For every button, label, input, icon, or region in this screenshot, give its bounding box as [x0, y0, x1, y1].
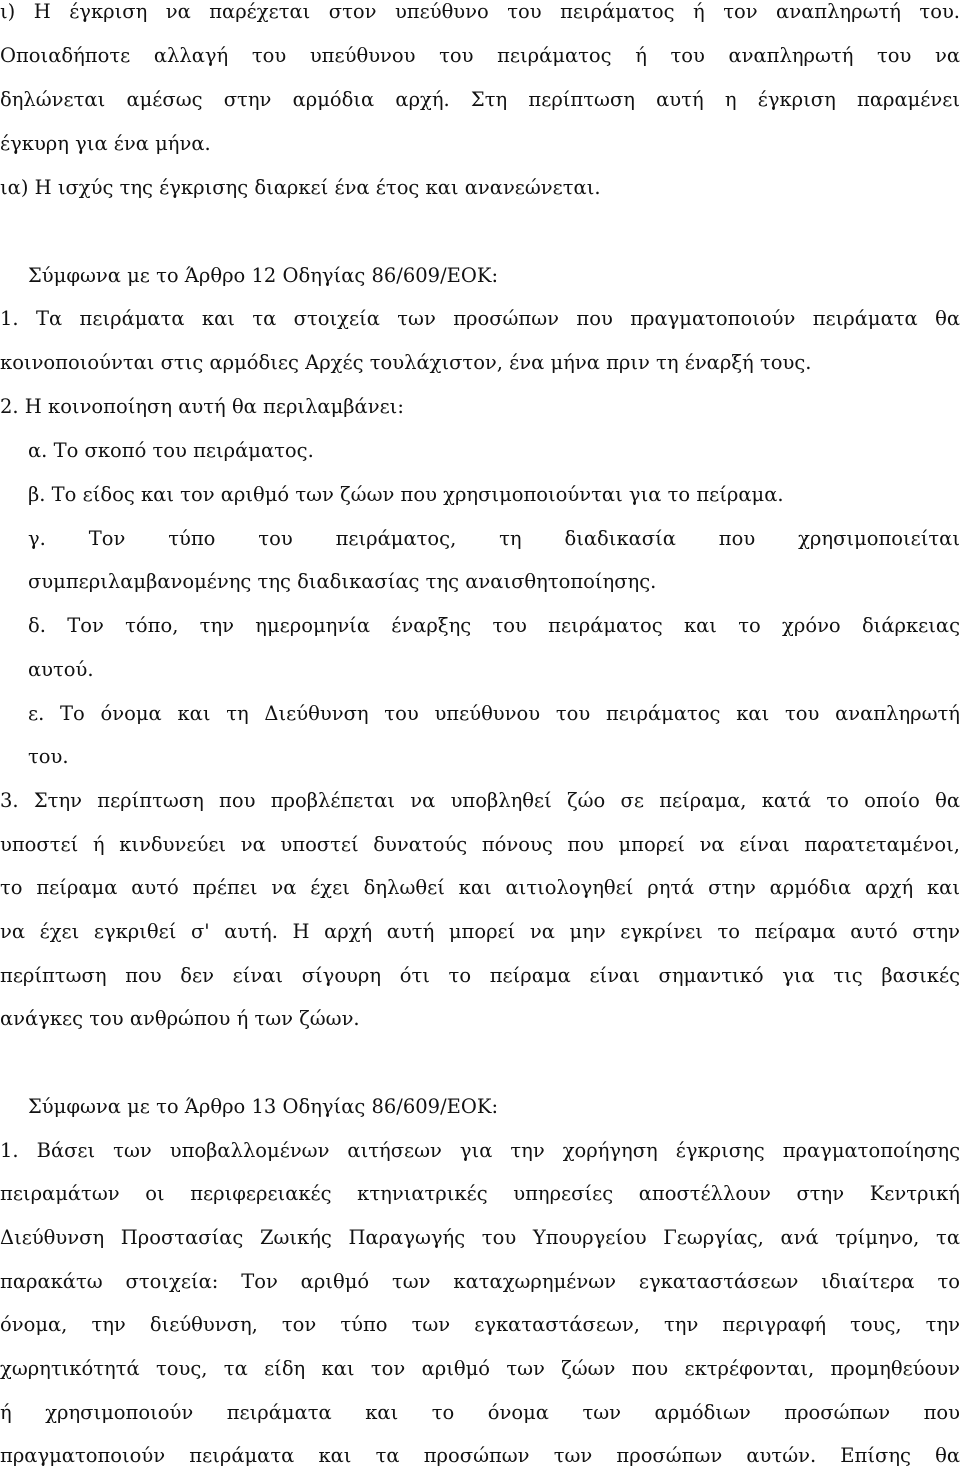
list-item-line: να έχει εγκριθεί σ' αυτή. Η αρχή αυτή μπορεί να μην εγκρίνει το πείραμα αυτό στην [0, 920, 960, 943]
list-item-line: παρακάτω στοιχεία: Τον αριθμό των καταχωρημένων εγκαταστάσεων ιδιαίτερα το [0, 1270, 960, 1293]
paragraph-line: ι) Η έγκριση να παρέχεται στον υπεύθυνο του πειράματος ή τον αναπληρωτή του. [0, 0, 960, 23]
sub-list-item-line: του. [28, 745, 69, 768]
section-heading-article-13: Σύμφωνα με το Άρθρο 13 Οδηγίας 86/609/ΕΟΚ: [28, 1095, 499, 1118]
section-heading-article-12: Σύμφωνα με το Άρθρο 12 Οδηγίας 86/609/ΕΟΚ: [28, 264, 499, 287]
list-item-line: πραγματοποιούν πειράματα και τα προσώπων των προσώπων αυτών. Επίσης θα [0, 1444, 960, 1467]
list-item-line: 1. Βάσει των υποβαλλομένων αιτήσεων για την χορήγηση έγκρισης πραγματοποίησης [0, 1139, 960, 1162]
list-item-line: 1. Τα πειράματα και τα στοιχεία των προσώπων που πραγματοποιούν πειράματα θα [0, 307, 960, 330]
sub-list-item-line: δ. Τον τόπο, την ημερομηνία έναρξης του πειράματος και το χρόνο διάρκειας [28, 614, 960, 637]
list-item-line: ή χρησιμοποιούν πειράματα και το όνομα των αρμόδιων προσώπων που [0, 1401, 960, 1424]
paragraph-line: Οποιαδήποτε αλλαγή του υπεύθυνου του πειράματος ή του αναπληρωτή του να [0, 44, 960, 67]
sub-list-item-line: αυτού. [28, 658, 94, 681]
list-item-line: Διεύθυνση Προστασίας Ζωικής Παραγωγής του Υπουργείου Γεωργίας, ανά τρίμηνο, τα [0, 1226, 960, 1249]
list-item-line: 2. Η κοινοποίηση αυτή θα περιλαμβάνει: [0, 395, 404, 418]
list-item-line: υποστεί ή κινδυνεύει να υποστεί δυνατούς πόνους που μπορεί να είναι παρατεταμένοι, [0, 833, 960, 856]
sub-list-item-line: β. Το είδος και τον αριθμό των ζώων που χρησιμοποιούνται για το πείραμα. [28, 483, 784, 506]
sub-list-item-line: α. Το σκοπό του πειράματος. [28, 439, 314, 462]
list-item-line: κοινοποιούνται στις αρμόδιες Αρχές τουλάχιστον, ένα μήνα πριν τη έναρξή τους. [0, 351, 812, 374]
sub-list-item-line: γ. Τον τύπο του πειράματος, τη διαδικασία που χρησιμοποιείται [28, 527, 960, 550]
paragraph-line: δηλώνεται αμέσως στην αρμόδια αρχή. Στη περίπτωση αυτή η έγκριση παραμένει [0, 88, 960, 111]
list-item-line: πειραμάτων οι περιφερειακές κτηνιατρικές υπηρεσίες αποστέλλουν στην Κεντρική [0, 1182, 960, 1205]
list-item-line: όνομα, την διεύθυνση, τον τύπο των εγκαταστάσεων, την περιγραφή τους, την [0, 1313, 960, 1336]
list-item-line: το πείραμα αυτό πρέπει να έχει δηλωθεί και αιτιολογηθεί ρητά στην αρμόδια αρχή και [0, 876, 960, 899]
list-item-line: ανάγκες του ανθρώπου ή των ζώων. [0, 1007, 360, 1030]
list-item-line: 3. Στην περίπτωση που προβλέπεται να υποβληθεί ζώο σε πείραμα, κατά το οποίο θα [0, 789, 960, 812]
sub-list-item-line: συμπεριλαμβανομένης της διαδικασίας της αναισθητοποίησης. [28, 570, 657, 593]
paragraph-line: ια) Η ισχύς της έγκρισης διαρκεί ένα έτος και ανανεώνεται. [0, 176, 601, 199]
list-item-line: περίπτωση που δεν είναι σίγουρη ότι το πείραμα είναι σημαντικό για τις βασικές [0, 964, 960, 987]
sub-list-item-line: ε. Το όνομα και τη Διεύθυνση του υπεύθυνου του πειράματος και του αναπληρωτή [28, 702, 960, 725]
paragraph-line: έγκυρη για ένα μήνα. [0, 132, 211, 155]
list-item-line: χωρητικότητά τους, τα είδη και τον αριθμό των ζώων που εκτρέφονται, προμηθεύουν [0, 1357, 960, 1380]
